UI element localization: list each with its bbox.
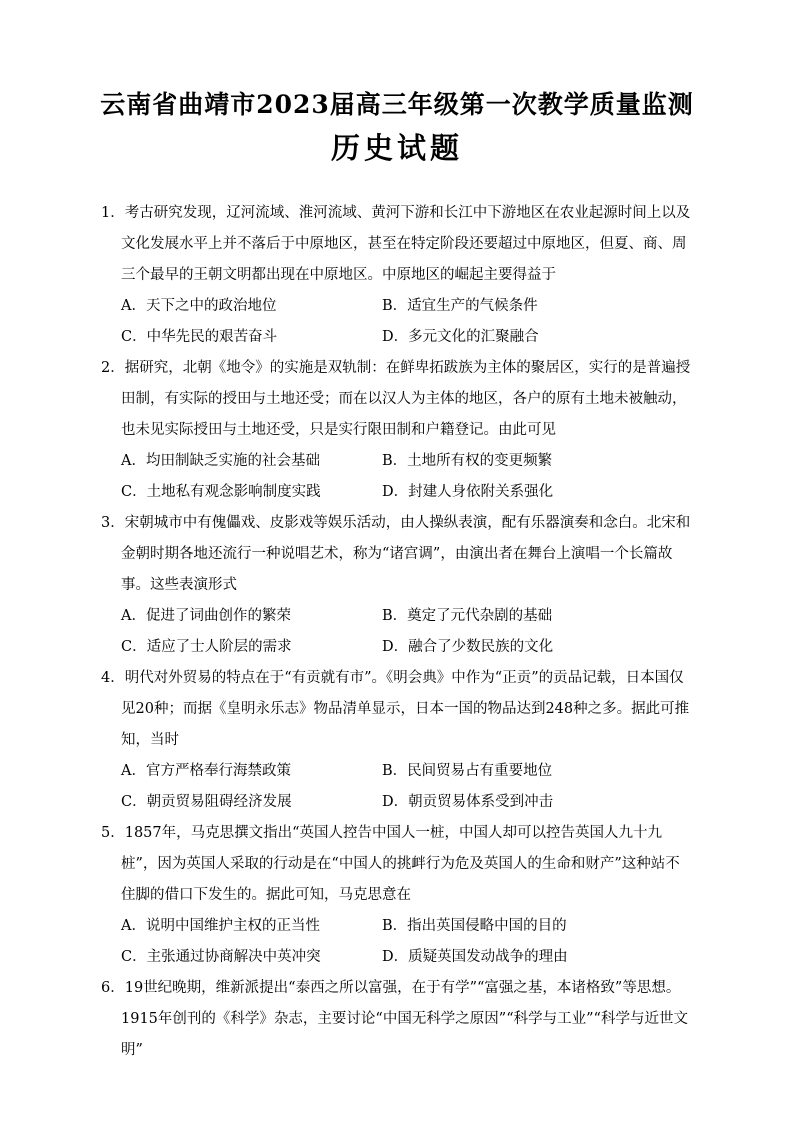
option-c: C．主张通过协商解决中英冲突 bbox=[121, 949, 321, 965]
question-stem: 5．1857年，马克思撰文指出“英国人控告中国人一桩，中国人却可以控告英国人九十九桩”，因为英国人采取的行动是在“中国人的挑衅行为危及英国人的生命和财产”这种站不住脚的借口下发生的。据此可知，马克思意在 bbox=[101, 825, 680, 903]
option-a: A．天下之中的政治地位 bbox=[121, 298, 277, 314]
option-c: C．土地私有观念影响制度实践 bbox=[121, 484, 321, 500]
option-c: C．朝贡贸易阻碍经济发展 bbox=[121, 794, 292, 810]
question-options bbox=[121, 601, 691, 663]
option-b: B．指出英国侵略中国的目的 bbox=[382, 918, 567, 934]
question-6 bbox=[0, 973, 794, 1066]
option-a: A．官方严格奉行海禁政策 bbox=[121, 763, 291, 779]
exam-subject-title: 历史试题 bbox=[330, 131, 463, 165]
option-d: D．融合了少数民族的文化 bbox=[382, 639, 554, 655]
option-a: A．说明中国维护主权的正当性 bbox=[121, 918, 320, 934]
option-b: B．土地所有权的变更频繁 bbox=[382, 453, 553, 469]
question-list bbox=[0, 198, 794, 1066]
option-b: B．民间贸易占有重要地位 bbox=[382, 763, 553, 779]
question-4 bbox=[0, 663, 794, 818]
option-c: C．中华先民的艰苦奋斗 bbox=[121, 329, 278, 345]
option-a: A．均田制缺乏实施的社会基础 bbox=[121, 453, 320, 469]
question-3 bbox=[0, 508, 794, 663]
question-2 bbox=[0, 353, 794, 508]
question-1 bbox=[0, 198, 794, 353]
option-c: C．适应了士人阶层的需求 bbox=[121, 639, 292, 655]
question-stem: 3．宋朝城市中有傀儡戏、皮影戏等娱乐活动，由人操纵表演，配有乐器演奏和念白。北宋和金朝时期各地还流行一种说唱艺术，称为“诸宫调”，由演出者在舞台上演唱一个长篇故事。这些表演形式 bbox=[101, 515, 691, 593]
option-d: D．朝贡贸易体系受到冲击 bbox=[382, 794, 554, 810]
question-options bbox=[121, 756, 691, 818]
option-a: A．促进了词曲创作的繁荣 bbox=[121, 608, 291, 624]
exam-title: 云南省曲靖市2023届高三年级第一次教学质量监测 bbox=[100, 90, 694, 119]
question-stem: 4．明代对外贸易的特点在于“有贡就有市”。《明会典》中作为“正贡”的贡品记载，日本国仅见20种；而据《皇明永乐志》物品清单显示，日本一国的物品达到248种之多。据此可推知，当时 bbox=[101, 670, 690, 748]
option-d: D．封建人身依附关系强化 bbox=[382, 484, 554, 500]
question-stem: 1．考古研究发现，辽河流域、淮河流域、黄河下游和长江中下游地区在农业起源时间上以及文化发展水平上并不落后于中原地区，甚至在特定阶段还要超过中原地区，但夏、商、周三个最早的王朝文明都出现在中原地区。中原地区的崛起主要得益于 bbox=[101, 205, 691, 283]
question-options bbox=[121, 446, 691, 508]
question-options bbox=[121, 911, 691, 973]
option-d: D．多元文化的汇聚融合 bbox=[382, 329, 539, 345]
question-options bbox=[121, 291, 691, 353]
question-stem: 2．据研究，北朝《地令》的实施是双轨制：在鲜卑拓跋族为主体的聚居区，实行的是普遍授田制，有实际的授田与土地还受；而在以汉人为主体的地区，各户的原有土地未被触动，也未见实际授田与土地还受，只是实行限田制和户籍登记。由此可见 bbox=[101, 360, 691, 438]
option-b: B．适宜生产的气候条件 bbox=[382, 298, 538, 314]
option-d: D．质疑英国发动战争的理由 bbox=[382, 949, 568, 965]
option-b: B．奠定了元代杂剧的基础 bbox=[382, 608, 553, 624]
question-5 bbox=[0, 818, 794, 973]
question-stem: 6．19世纪晚期，维新派提出“泰西之所以富强，在于有学”“富强之基，本诸格致”等思想。1915年创刊的《科学》杂志，主要讨论“中国无科学之原因”“科学与工业”“科学与近世文明” bbox=[101, 980, 688, 1058]
